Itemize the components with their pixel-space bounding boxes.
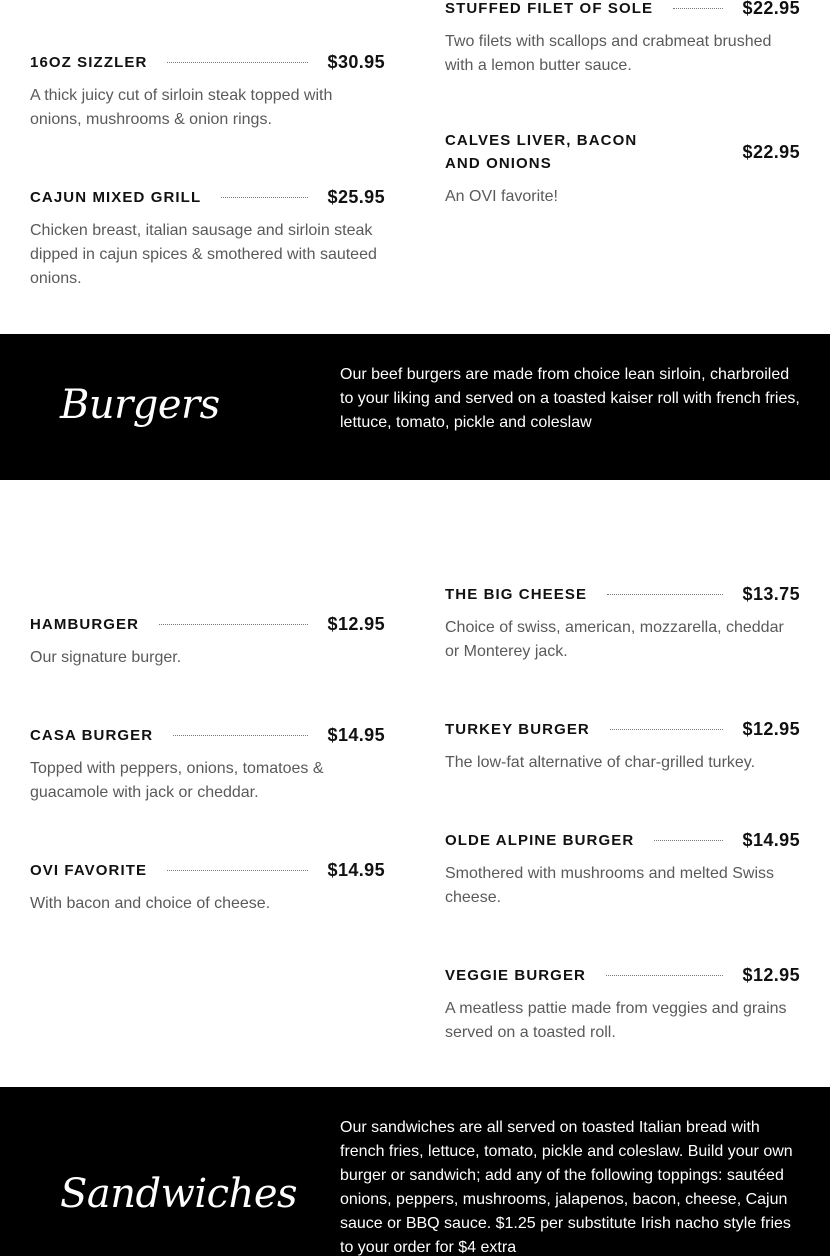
burgers-section-header [0, 334, 830, 480]
item-price: $12.95 [327, 614, 385, 634]
menu-item [445, 964, 800, 1045]
item-description: Two filets with scallops and crabmeat brushed with a lemon butter sauce. [445, 33, 772, 74]
menu-item [445, 0, 800, 78]
leader-dots [607, 594, 722, 595]
leader-dots [167, 62, 307, 63]
leader-dots [167, 870, 307, 871]
item-price: $12.95 [742, 965, 800, 985]
item-description: With bacon and choice of cheese. [30, 895, 271, 912]
item-description: A thick juicy cut of sirloin steak topped with onions, mushrooms & onion rings. [30, 87, 333, 128]
item-name: TURKEY BURGER [445, 721, 590, 738]
menu-item [445, 583, 800, 664]
item-price: $14.95 [327, 860, 385, 880]
item-description: A meatless pattie made from veggies and grains served on a toasted roll. [445, 1000, 787, 1041]
item-name: CALVES LIVER, BACON AND ONIONS [445, 132, 638, 172]
item-name: CAJUN MIXED GRILL [30, 189, 202, 206]
item-price: $30.95 [327, 52, 385, 72]
leader-dots [610, 729, 723, 730]
item-name: HAMBURGER [30, 616, 140, 633]
leader-dots [159, 624, 307, 625]
item-name: OLDE ALPINE BURGER [445, 832, 635, 849]
item-description: Topped with peppers, onions, tomatoes & guacamole with jack or cheddar. [30, 760, 324, 801]
item-price: $25.95 [327, 187, 385, 207]
item-price: $14.95 [742, 830, 800, 850]
item-name: CASA BURGER [30, 727, 154, 744]
sandwiches-section-header [0, 1087, 830, 1256]
item-description: The low-fat alternative of char-grilled turkey. [445, 754, 756, 771]
item-price: $22.95 [742, 0, 800, 18]
item-price: $12.95 [742, 719, 800, 739]
menu-item [30, 613, 385, 670]
leader-dots [173, 735, 307, 736]
menu-item [30, 724, 385, 805]
menu-item [30, 51, 385, 132]
item-name: VEGGIE BURGER [445, 967, 586, 984]
item-description: Choice of swiss, american, mozzarella, cheddar or Monterey jack. [445, 619, 784, 660]
section-intro: Our sandwiches are all served on toasted Italian bread with french fries, lettuce, tomato, pickle and coleslaw. Build your own burger or sandwich; add any of the following toppings: sautéed onions, peppers, mushrooms, jalapenos, bacon, cheese, Cajun sauce or BBQ sauce. $1.25 per substitute Irish nacho style fries to your order for $4 extra [340, 1119, 793, 1256]
menu-item [445, 129, 800, 209]
item-name: OVI FAVORITE [30, 862, 148, 879]
item-description: Our signature burger. [30, 649, 182, 666]
section-title: Sandwiches [60, 1171, 298, 1217]
item-price: $13.75 [742, 584, 800, 604]
item-price: $14.95 [327, 725, 385, 745]
item-price: $22.95 [742, 141, 800, 162]
leader-dots [221, 197, 307, 198]
item-description: Smothered with mushrooms and melted Swiss cheese. [445, 865, 775, 906]
item-description: Chicken breast, italian sausage and sirloin steak dipped in cajun spices & smothered with sauteed onions. [30, 222, 377, 287]
leader-dots [673, 8, 722, 9]
menu-item [445, 718, 800, 775]
item-name: THE BIG CHEESE [445, 586, 588, 603]
leader-dots [654, 840, 722, 841]
leader-dots [606, 975, 723, 976]
item-description: An OVI favorite! [445, 188, 558, 205]
item-name: 16OZ SIZZLER [30, 54, 148, 71]
menu-item [445, 829, 800, 910]
menu-item [30, 186, 385, 291]
section-title: Burgers [60, 382, 220, 428]
menu-item [30, 859, 385, 916]
item-name: STUFFED FILET OF SOLE [445, 0, 654, 17]
section-intro: Our beef burgers are made from choice lean sirloin, charbroiled to your liking and served on a toasted kaiser roll with french fries, lettuce, tomato, pickle and coleslaw [340, 366, 800, 431]
